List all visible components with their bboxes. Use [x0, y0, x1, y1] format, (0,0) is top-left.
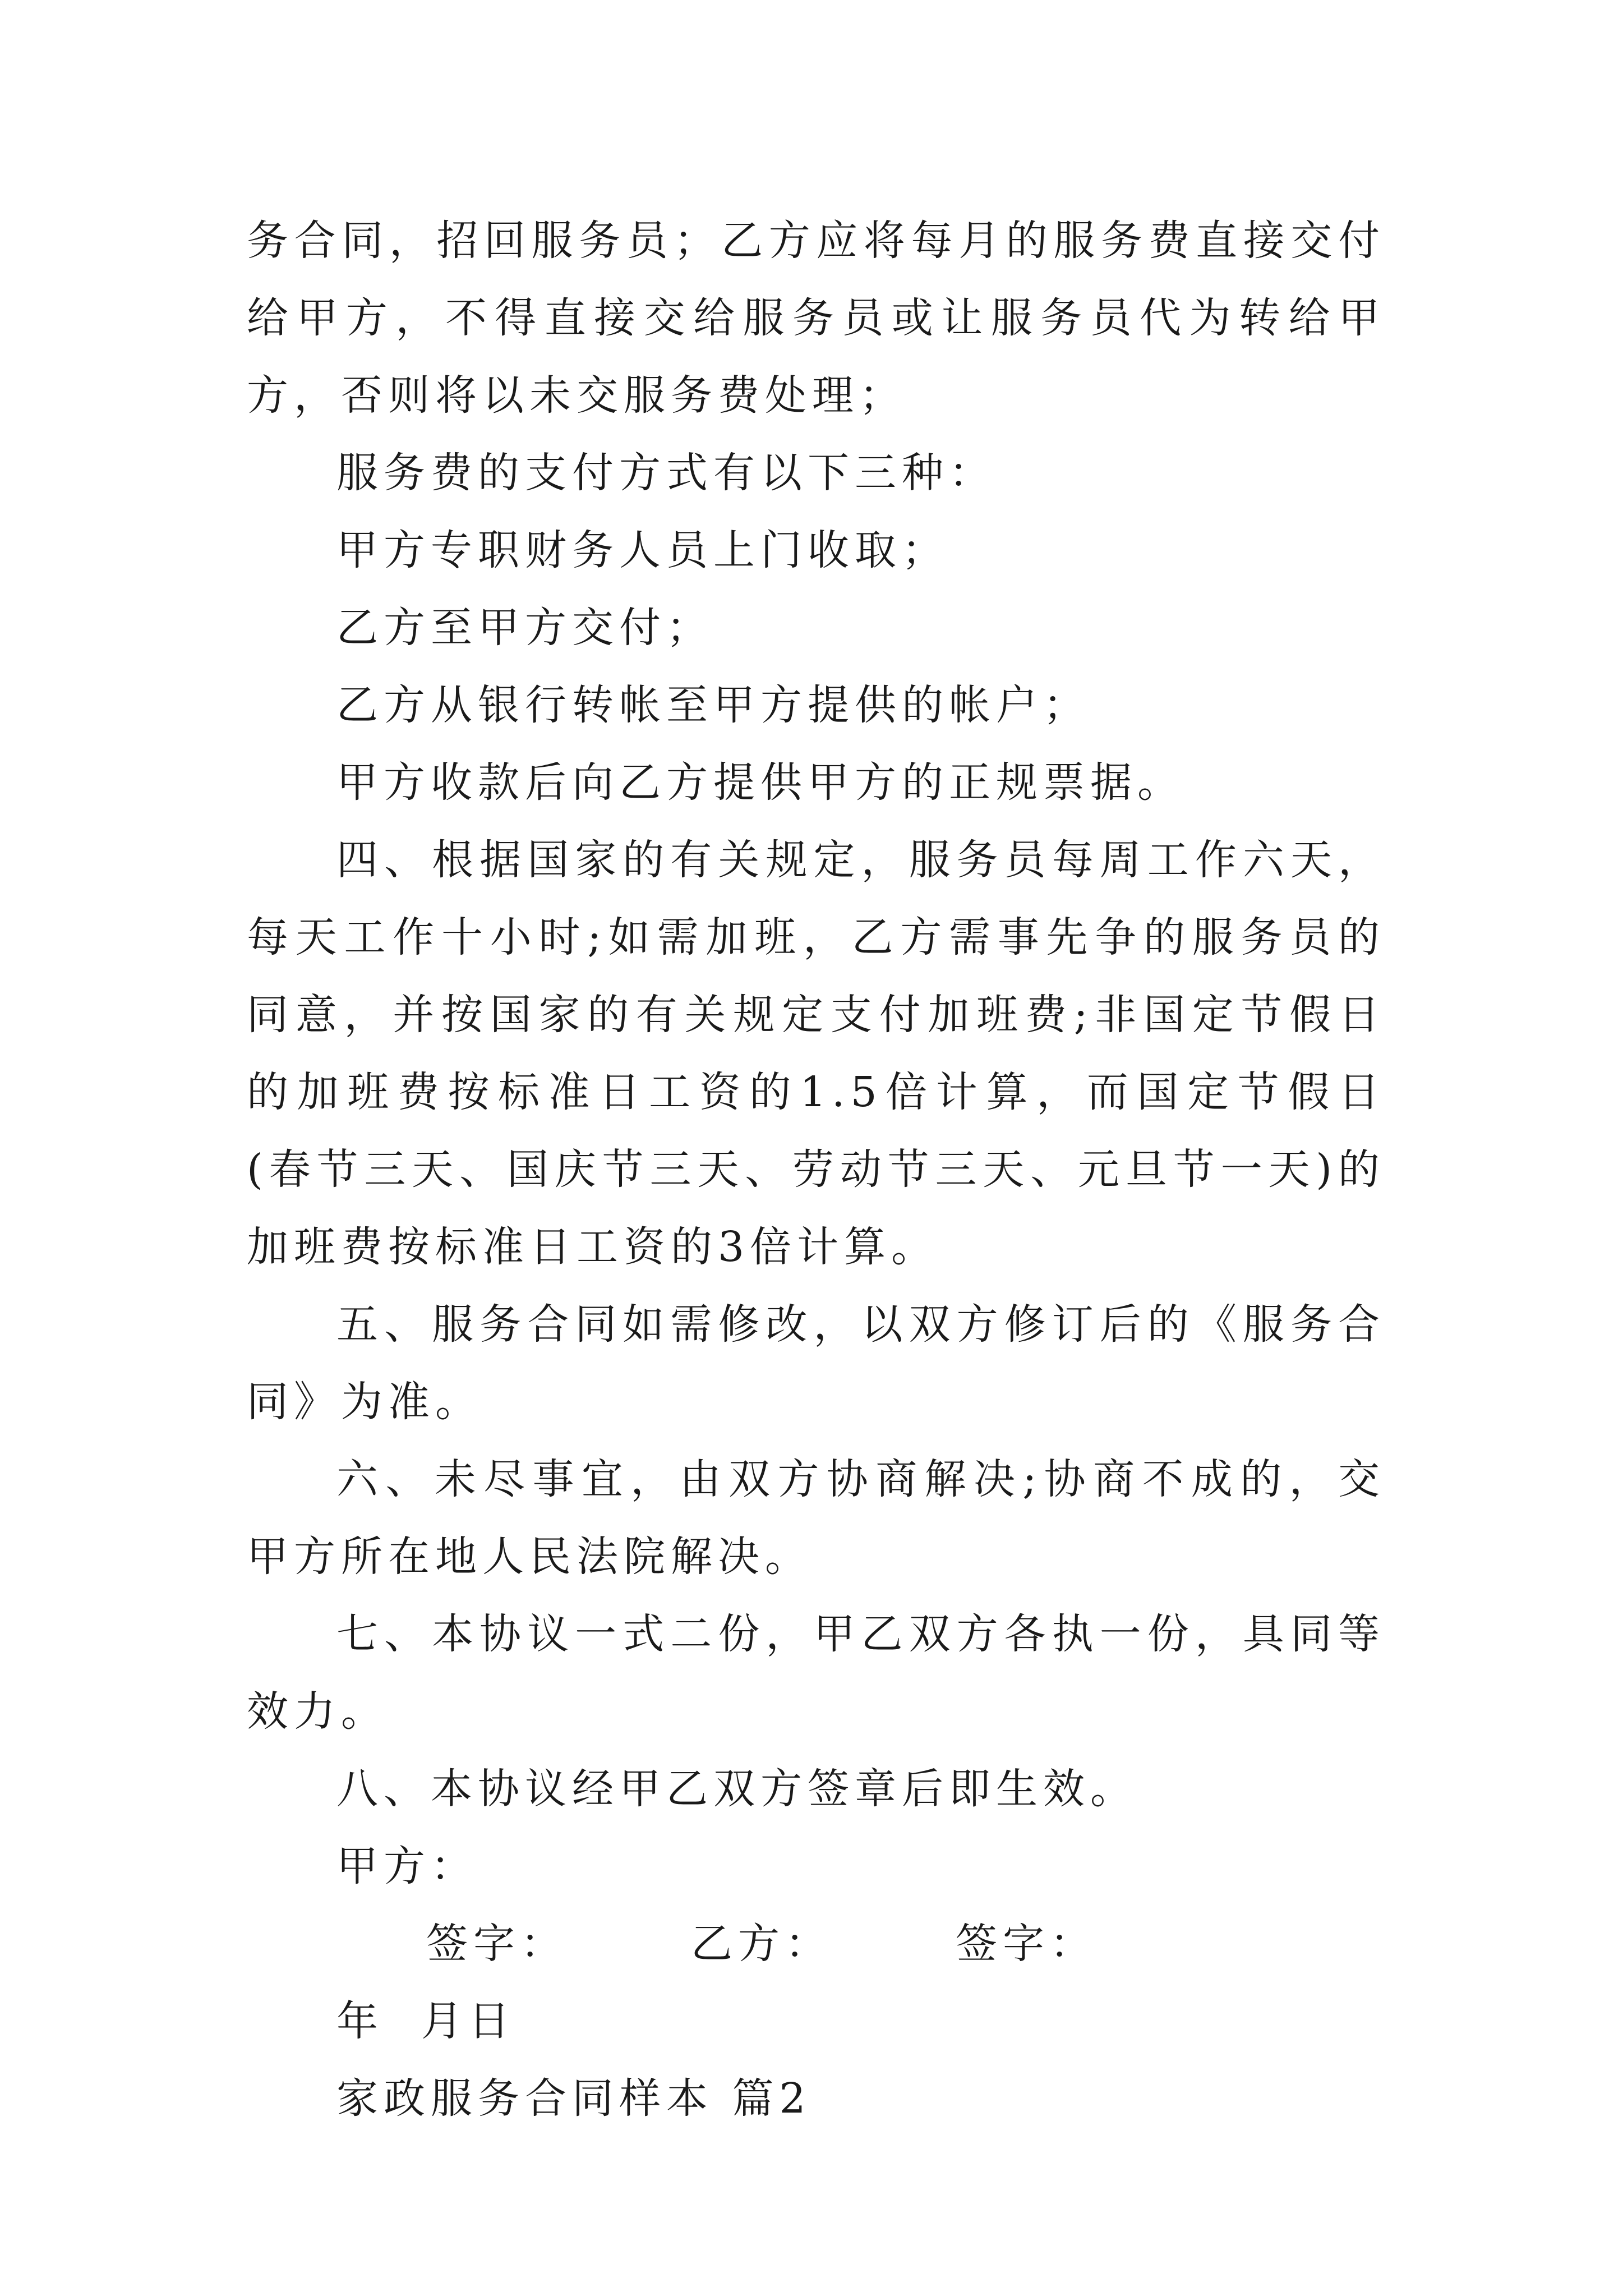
next-section-title: 家政服务合同样本 篇2 — [336, 2074, 811, 2123]
paragraph-method-1: 甲方专职财务人员上门收取； — [336, 526, 949, 574]
paragraph-method-2: 乙方至甲方交付； — [336, 604, 713, 652]
paragraph-clause-8: 八、本协议经甲乙双方签章后即生效。 — [336, 1765, 1137, 1813]
paragraph-receipt: 甲方收款后向乙方提供甲方的正规票据。 — [336, 758, 1184, 807]
party-a-label: 甲方： — [336, 1842, 478, 1890]
paragraph-clause-4: 四、根据国家的有关规定，服务员每周工作六天，每天工作十小时;如需加班，乙方需事先争的服务员的同意，并按国家的有关规定支付加班费;非国定节假日的加班费按标准日工资的1.5倍计算，而国定节假日(春节三天、国庆节三天、劳动节三天、元旦节一天)的加班费按标准日工资的3倍计算。 — [247, 836, 1385, 1271]
signature-b-label: 签字： — [956, 1920, 1097, 1968]
paragraph-clause-6: 六、未尽事宜，由双方协商解决;协商不成的，交甲方所在地人民法院解决。 — [247, 1455, 1385, 1581]
paragraph-method-3: 乙方从银行转帐至甲方提供的帐户； — [336, 681, 1090, 729]
document-body — [247, 202, 1385, 2137]
paragraph-clause-5: 五、服务合同如需修改，以双方修订后的《服务合同》为准。 — [247, 1300, 1385, 1426]
signature-line — [247, 1905, 1385, 1982]
paragraph-continued: 务合同，招回服务员；乙方应将每月的服务费直接交付给甲方，不得直接交给服务员或让服务员代为转给甲方，否则将以未交服务费处理； — [247, 217, 1385, 420]
signature-a-label: 签字： — [426, 1920, 568, 1968]
date-line: 年 月日 — [336, 1997, 516, 2045]
paragraph-clause-7: 七、本协议一式二份，甲乙双方各执一份，具同等效力。 — [247, 1610, 1385, 1736]
party-b-label: 乙方： — [691, 1920, 832, 1968]
paragraph-payment-methods: 服务费的支付方式有以下三种： — [336, 449, 996, 497]
